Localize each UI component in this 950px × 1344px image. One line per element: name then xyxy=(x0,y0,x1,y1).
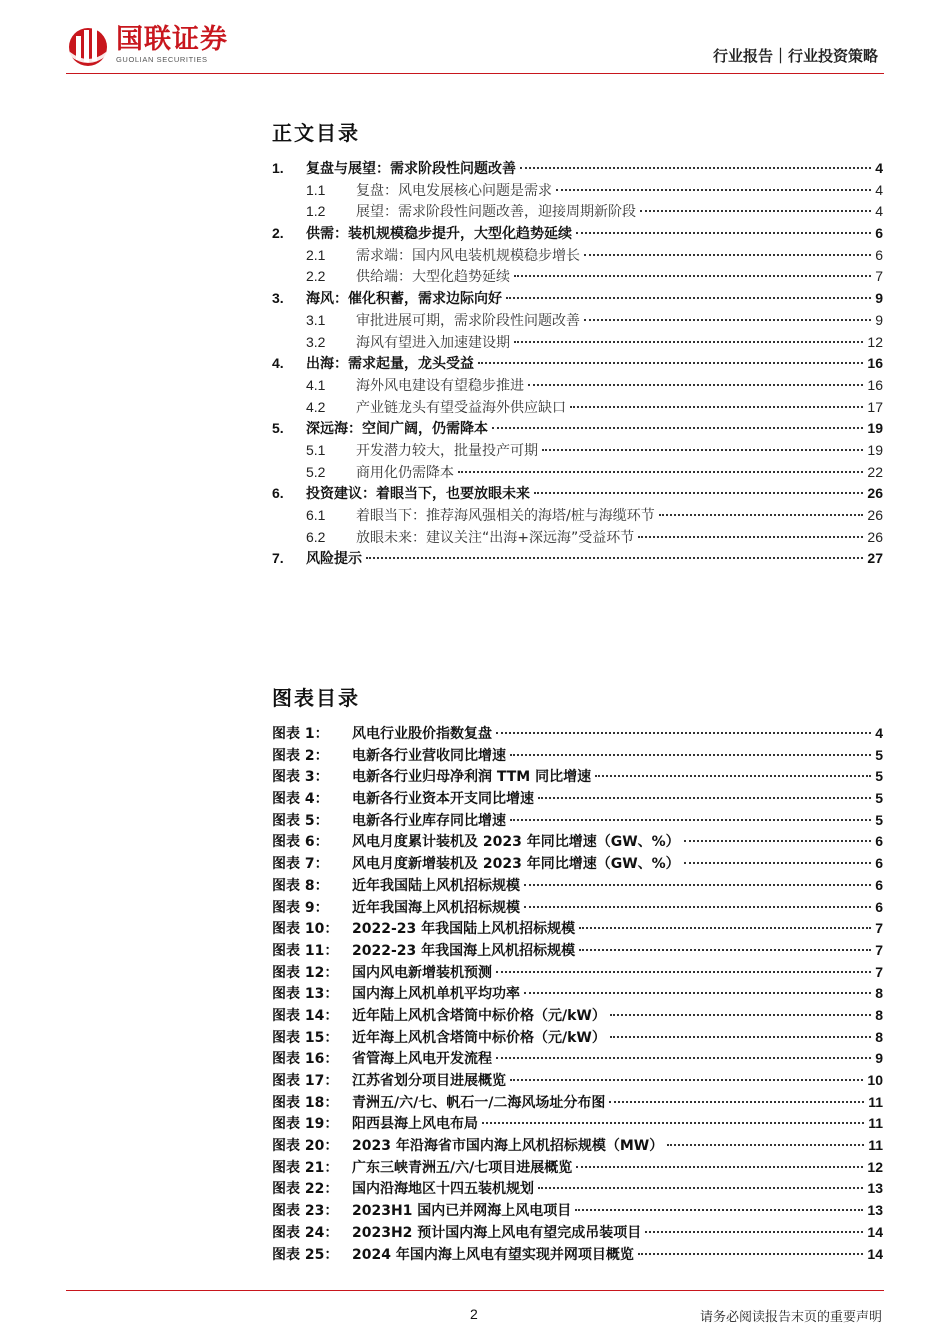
toc-entry-title: 需求端：国内风电装机规模稳步增长 xyxy=(356,247,580,264)
figure-list-entry[interactable] xyxy=(272,918,883,940)
dot-leader xyxy=(575,1209,863,1211)
figure-title: 2023H2 预计国内海上风电有望完成吊装项目 xyxy=(352,1224,642,1241)
dot-leader xyxy=(524,906,871,908)
figure-list-entry[interactable] xyxy=(272,810,883,832)
figure-list-entry[interactable] xyxy=(272,1005,883,1027)
dot-leader xyxy=(506,297,871,299)
figure-label: 图表 14： xyxy=(272,1007,339,1024)
figure-page: 14 xyxy=(867,1245,883,1262)
figure-title: 国内海上风机单机平均功率 xyxy=(352,986,520,1003)
brand-logo xyxy=(66,22,228,68)
toc-section-entry[interactable] xyxy=(272,332,883,354)
toc-section-entry[interactable] xyxy=(272,527,883,549)
toc-entry-number: 1. xyxy=(272,160,284,176)
toc-entry-page: 26 xyxy=(867,485,883,502)
dot-leader xyxy=(524,992,871,994)
toc-section-entry[interactable] xyxy=(272,375,883,397)
figure-label: 图表 13： xyxy=(272,986,339,1003)
dot-leader xyxy=(595,775,871,777)
figure-page: 6 xyxy=(875,855,883,872)
figure-label: 图表 7： xyxy=(272,856,329,873)
toc-entry-number: 6.2 xyxy=(306,528,326,545)
toc-entry-page: 6 xyxy=(875,246,883,263)
guolian-logo-icon xyxy=(66,22,110,68)
figure-label: 图表 18： xyxy=(272,1094,339,1111)
figure-list-entry[interactable] xyxy=(272,897,883,919)
toc-entry-title: 风险提示 xyxy=(306,551,362,568)
figure-label: 图表 17： xyxy=(272,1073,339,1089)
figure-page: 7 xyxy=(875,963,883,980)
table-of-contents xyxy=(272,158,883,570)
figure-page: 11 xyxy=(868,1093,883,1110)
dot-leader xyxy=(366,557,863,559)
dot-leader xyxy=(584,254,871,256)
toc-entry-page: 4 xyxy=(875,181,883,198)
toc-entry-number: 7. xyxy=(272,550,284,567)
figure-label: 图表 10： xyxy=(272,921,339,938)
figure-label: 图表 19： xyxy=(272,1116,339,1133)
toc-entry-number: 3. xyxy=(272,290,284,307)
dot-leader xyxy=(496,732,871,734)
figure-title: 电新各行业资本开支同比增速 xyxy=(352,791,534,808)
figure-label: 图表 12： xyxy=(272,964,339,981)
figure-title: 近年我国陆上风机招标规模 xyxy=(352,877,520,894)
toc-entry-title: 出海：需求起量，龙头受益 xyxy=(306,356,474,373)
dot-leader xyxy=(610,1014,871,1016)
dot-leader xyxy=(579,949,871,951)
figure-list-entry[interactable] xyxy=(272,940,883,962)
toc-entry-title: 复盘与展望：需求阶段性问题改善 xyxy=(306,161,516,177)
page-header xyxy=(0,0,950,78)
toc-entry-page: 4 xyxy=(875,160,883,176)
figure-list-entry[interactable] xyxy=(272,745,883,767)
toc-entry-page: 26 xyxy=(867,528,883,545)
dot-leader xyxy=(510,1079,863,1081)
toc-chapter-entry[interactable] xyxy=(272,483,883,505)
dot-leader xyxy=(478,362,863,364)
dot-leader xyxy=(538,797,871,799)
figure-title: 2023H1 国内已并网海上风电项目 xyxy=(352,1203,572,1220)
figure-page: 6 xyxy=(875,876,883,893)
toc-entry-title: 复盘：风电发展核心问题是需求 xyxy=(356,182,552,199)
toc-entry-page: 17 xyxy=(867,398,883,415)
toc-entry-number: 5.2 xyxy=(306,463,326,480)
dot-leader xyxy=(579,927,871,929)
figure-list-entry[interactable] xyxy=(272,983,883,1005)
dot-leader xyxy=(524,884,871,886)
figure-page: 13 xyxy=(867,1202,883,1219)
toc-entry-title: 投资建议：着眼当下，也要放眼未来 xyxy=(306,486,530,503)
figure-list-entry[interactable] xyxy=(272,1157,883,1179)
figure-list-entry[interactable] xyxy=(272,831,883,853)
figure-page: 8 xyxy=(875,1006,883,1023)
figure-page: 4 xyxy=(875,725,883,741)
figure-page: 14 xyxy=(867,1223,883,1240)
dot-leader xyxy=(659,514,864,516)
toc-entry-number: 5.1 xyxy=(306,441,326,458)
dot-leader xyxy=(514,275,871,277)
dot-leader xyxy=(638,1253,864,1255)
toc-section-entry[interactable] xyxy=(272,180,883,202)
figure-title: 近年海上风机含塔筒中标价格（元/kW） xyxy=(352,1029,606,1046)
figure-title: 2022-23 年我国海上风机招标规模 xyxy=(352,942,576,959)
figure-label: 图表 20： xyxy=(272,1138,339,1155)
figure-label: 图表 4： xyxy=(272,791,329,808)
toc-chapter-entry[interactable] xyxy=(272,223,883,245)
toc-entry-title: 海外风电建设有望稳步推进 xyxy=(356,377,524,394)
dot-leader xyxy=(645,1231,863,1233)
toc-entry-page: 9 xyxy=(875,311,883,328)
toc-entry-number: 2.2 xyxy=(306,268,326,285)
figure-title: 阳西县海上风电布局 xyxy=(352,1116,478,1133)
toc-section-entry[interactable] xyxy=(272,201,883,223)
toc-entry-title: 审批进展可期，需求阶段性问题改善 xyxy=(356,312,580,329)
toc-entry-page: 9 xyxy=(875,290,883,307)
figure-label: 图表 11： xyxy=(272,942,339,959)
toc-entry-number: 3.1 xyxy=(306,311,326,328)
toc-section-entry[interactable] xyxy=(272,505,883,527)
figure-page: 6 xyxy=(875,898,883,915)
dot-leader xyxy=(514,341,863,343)
figure-list-entry[interactable] xyxy=(272,1027,883,1049)
toc-section-entry[interactable] xyxy=(272,462,883,484)
figure-label: 图表 6： xyxy=(272,834,329,851)
dot-leader xyxy=(492,427,863,429)
figure-title: 风电行业股价指数复盘 xyxy=(352,726,492,742)
dot-leader xyxy=(534,492,863,494)
dot-leader xyxy=(496,971,871,973)
toc-entry-page: 7 xyxy=(875,268,883,285)
toc-entry-title: 海风：催化积蓄，需求边际向好 xyxy=(306,291,502,308)
toc-entry-number: 1.2 xyxy=(306,203,326,220)
figure-title: 青洲五/六/七、帆石一/二海风场址分布图 xyxy=(352,1094,606,1111)
figure-label: 图表 25： xyxy=(272,1246,339,1263)
figure-label: 图表 2： xyxy=(272,747,329,764)
figure-label: 图表 21： xyxy=(272,1159,339,1176)
toc-entry-number: 2. xyxy=(272,225,284,242)
figure-label: 图表 1： xyxy=(272,726,329,742)
toc-entry-number: 6.1 xyxy=(306,507,326,523)
figure-page: 7 xyxy=(875,920,883,937)
figure-list-entry[interactable] xyxy=(272,1070,883,1092)
figure-list-entry[interactable] xyxy=(272,962,883,984)
figure-label: 图表 15： xyxy=(272,1029,339,1046)
figure-title: 江苏省划分项目进展概览 xyxy=(352,1073,506,1089)
toc-entry-number: 4.2 xyxy=(306,398,326,415)
list-of-figures xyxy=(272,723,883,1265)
figure-page: 12 xyxy=(867,1158,883,1175)
toc-entry-number: 3.2 xyxy=(306,333,326,350)
toc-entry-title: 放眼未来：建议关注“出海+深远海”受益环节 xyxy=(356,529,635,546)
toc-chapter-entry[interactable] xyxy=(272,353,883,375)
toc-entry-page: 6 xyxy=(875,225,883,242)
page-number: 2 xyxy=(470,1306,478,1322)
dot-leader xyxy=(520,167,871,169)
figure-page: 5 xyxy=(875,768,883,785)
toc-entry-title: 商用化仍需降本 xyxy=(356,464,454,481)
figure-title: 广东三峡青洲五/六/七项目进展概览 xyxy=(352,1159,573,1176)
toc-entry-title: 深远海：空间广阔，仍需降本 xyxy=(306,421,488,438)
toc-entry-title: 开发潜力较大，批量投产可期 xyxy=(356,442,538,459)
figure-list-entry[interactable] xyxy=(272,1244,883,1266)
figure-title: 国内沿海地区十四五装机规划 xyxy=(352,1181,534,1198)
figure-title: 近年陆上风机含塔筒中标价格（元/kW） xyxy=(352,1007,606,1024)
figure-page: 7 xyxy=(875,941,883,958)
dot-leader xyxy=(584,319,871,321)
figure-title: 2024 年国内海上风电有望实现并网项目概览 xyxy=(352,1246,634,1263)
toc-entry-page: 22 xyxy=(867,463,883,480)
toc-chapter-entry[interactable] xyxy=(272,418,883,440)
figure-page: 8 xyxy=(875,985,883,1002)
figure-list-entry[interactable] xyxy=(272,853,883,875)
toc-entry-title: 供给端：大型化趋势延续 xyxy=(356,269,510,286)
toc-entry-title: 海风有望进入加速建设期 xyxy=(356,334,510,351)
toc-entry-page: 19 xyxy=(867,441,883,458)
dot-leader xyxy=(667,1144,864,1146)
toc-entry-number: 6. xyxy=(272,485,284,502)
toc-entry-page: 4 xyxy=(875,203,883,220)
figure-label: 图表 16： xyxy=(272,1051,339,1068)
toc-entry-title: 着眼当下：推荐海风强相关的海塔/桩与海缆环节 xyxy=(356,508,655,524)
figure-page: 9 xyxy=(875,1050,883,1067)
figure-list-entry[interactable] xyxy=(272,723,883,745)
dot-leader xyxy=(609,1101,864,1103)
dot-leader xyxy=(576,1166,863,1168)
figure-title: 风电月度新增装机及 2023 年同比增速（GW、%） xyxy=(352,856,680,873)
report-type: 行业报告｜行业投资策略 xyxy=(712,47,878,65)
figure-list-entry[interactable] xyxy=(272,1178,883,1200)
dot-leader xyxy=(610,1036,871,1038)
figure-title: 电新各行业营收同比增速 xyxy=(352,747,506,764)
toc-chapter-entry[interactable] xyxy=(272,548,883,570)
figure-page: 13 xyxy=(867,1180,883,1197)
figure-title: 近年我国海上风机招标规模 xyxy=(352,899,520,916)
figure-page: 5 xyxy=(875,790,883,807)
dot-leader xyxy=(482,1122,864,1124)
toc-entry-page: 26 xyxy=(867,507,883,523)
toc-entry-number: 5. xyxy=(272,420,284,437)
figure-list-entry[interactable] xyxy=(272,1200,883,1222)
toc-entry-page: 19 xyxy=(867,420,883,437)
toc-entry-page: 16 xyxy=(867,376,883,393)
toc-section-entry[interactable] xyxy=(272,310,883,332)
toc-entry-page: 12 xyxy=(867,333,883,350)
figure-page: 5 xyxy=(875,811,883,828)
toc-entry-page: 16 xyxy=(867,355,883,372)
figure-title: 省管海上风电开发流程 xyxy=(352,1051,492,1068)
brand-name-cn: 国联证券 xyxy=(116,24,228,55)
dot-leader xyxy=(556,189,871,191)
figure-label: 图表 9： xyxy=(272,899,329,916)
figure-page: 8 xyxy=(875,1028,883,1045)
figure-list-entry[interactable] xyxy=(272,1092,883,1114)
figure-page: 10 xyxy=(867,1072,883,1088)
footer-divider xyxy=(66,1290,884,1291)
toc-entry-number: 1.1 xyxy=(306,181,326,198)
brand-name-en: GUOLIAN SECURITIES xyxy=(116,55,208,64)
toc-section-entry[interactable] xyxy=(272,440,883,462)
dot-leader xyxy=(458,471,863,473)
figure-list-entry[interactable] xyxy=(272,1135,883,1157)
figure-list-entry[interactable] xyxy=(272,1113,883,1135)
dot-leader xyxy=(538,1187,863,1189)
figure-label: 图表 5： xyxy=(272,812,329,829)
dot-leader xyxy=(640,210,871,212)
figure-list-entry[interactable] xyxy=(272,788,883,810)
dot-leader xyxy=(510,754,871,756)
toc-entry-page: 27 xyxy=(867,550,883,567)
figure-page: 11 xyxy=(868,1115,883,1132)
toc-entry-number: 2.1 xyxy=(306,246,326,263)
toc-chapter-entry[interactable] xyxy=(272,288,883,310)
figure-title: 电新各行业归母净利润 TTM 同比增速 xyxy=(352,769,592,786)
toc-title: 正文目录 xyxy=(272,121,360,145)
figure-list-entry[interactable] xyxy=(272,875,883,897)
figure-page: 5 xyxy=(875,746,883,763)
figure-label: 图表 3： xyxy=(272,769,329,786)
figure-title: 2023 年沿海省市国内海上风机招标规模（MW） xyxy=(352,1138,664,1155)
figure-label: 图表 23： xyxy=(272,1203,339,1220)
toc-section-entry[interactable] xyxy=(272,266,883,288)
dot-leader xyxy=(576,232,871,234)
toc-chapter-entry[interactable] xyxy=(272,158,883,180)
toc-entry-number: 4.1 xyxy=(306,376,326,393)
header-divider xyxy=(66,73,884,74)
figure-page: 6 xyxy=(875,833,883,850)
footer-disclaimer: 请务必阅读报告末页的重要声明 xyxy=(699,1310,882,1325)
figure-label: 图表 22： xyxy=(272,1181,339,1198)
figure-label: 图表 24： xyxy=(272,1224,339,1241)
toc-entry-title: 产业链龙头有望受益海外供应缺口 xyxy=(356,399,566,416)
dot-leader xyxy=(684,862,872,864)
dot-leader xyxy=(528,384,863,386)
lof-title: 图表目录 xyxy=(272,686,360,710)
figure-title: 国内风电新增装机预测 xyxy=(352,964,492,981)
figure-label: 图表 8： xyxy=(272,877,329,894)
toc-section-entry[interactable] xyxy=(272,245,883,267)
figure-list-entry[interactable] xyxy=(272,766,883,788)
figure-list-entry[interactable] xyxy=(272,1048,883,1070)
dot-leader xyxy=(570,406,863,408)
dot-leader xyxy=(542,449,863,451)
dot-leader xyxy=(496,1057,871,1059)
figure-title: 2022-23 年我国陆上风机招标规模 xyxy=(352,921,576,938)
dot-leader xyxy=(684,840,872,842)
figure-page: 11 xyxy=(868,1137,883,1154)
figure-title: 风电月度累计装机及 2023 年同比增速（GW、%） xyxy=(352,834,680,851)
toc-section-entry[interactable] xyxy=(272,397,883,419)
dot-leader xyxy=(510,819,871,821)
toc-entry-title: 展望：需求阶段性问题改善，迎接周期新阶段 xyxy=(356,204,636,221)
toc-entry-title: 供需：装机规模稳步提升，大型化趋势延续 xyxy=(306,226,572,243)
figure-title: 电新各行业库存同比增速 xyxy=(352,812,506,829)
figure-list-entry[interactable] xyxy=(272,1222,883,1244)
dot-leader xyxy=(638,536,863,538)
toc-entry-number: 4. xyxy=(272,355,284,372)
